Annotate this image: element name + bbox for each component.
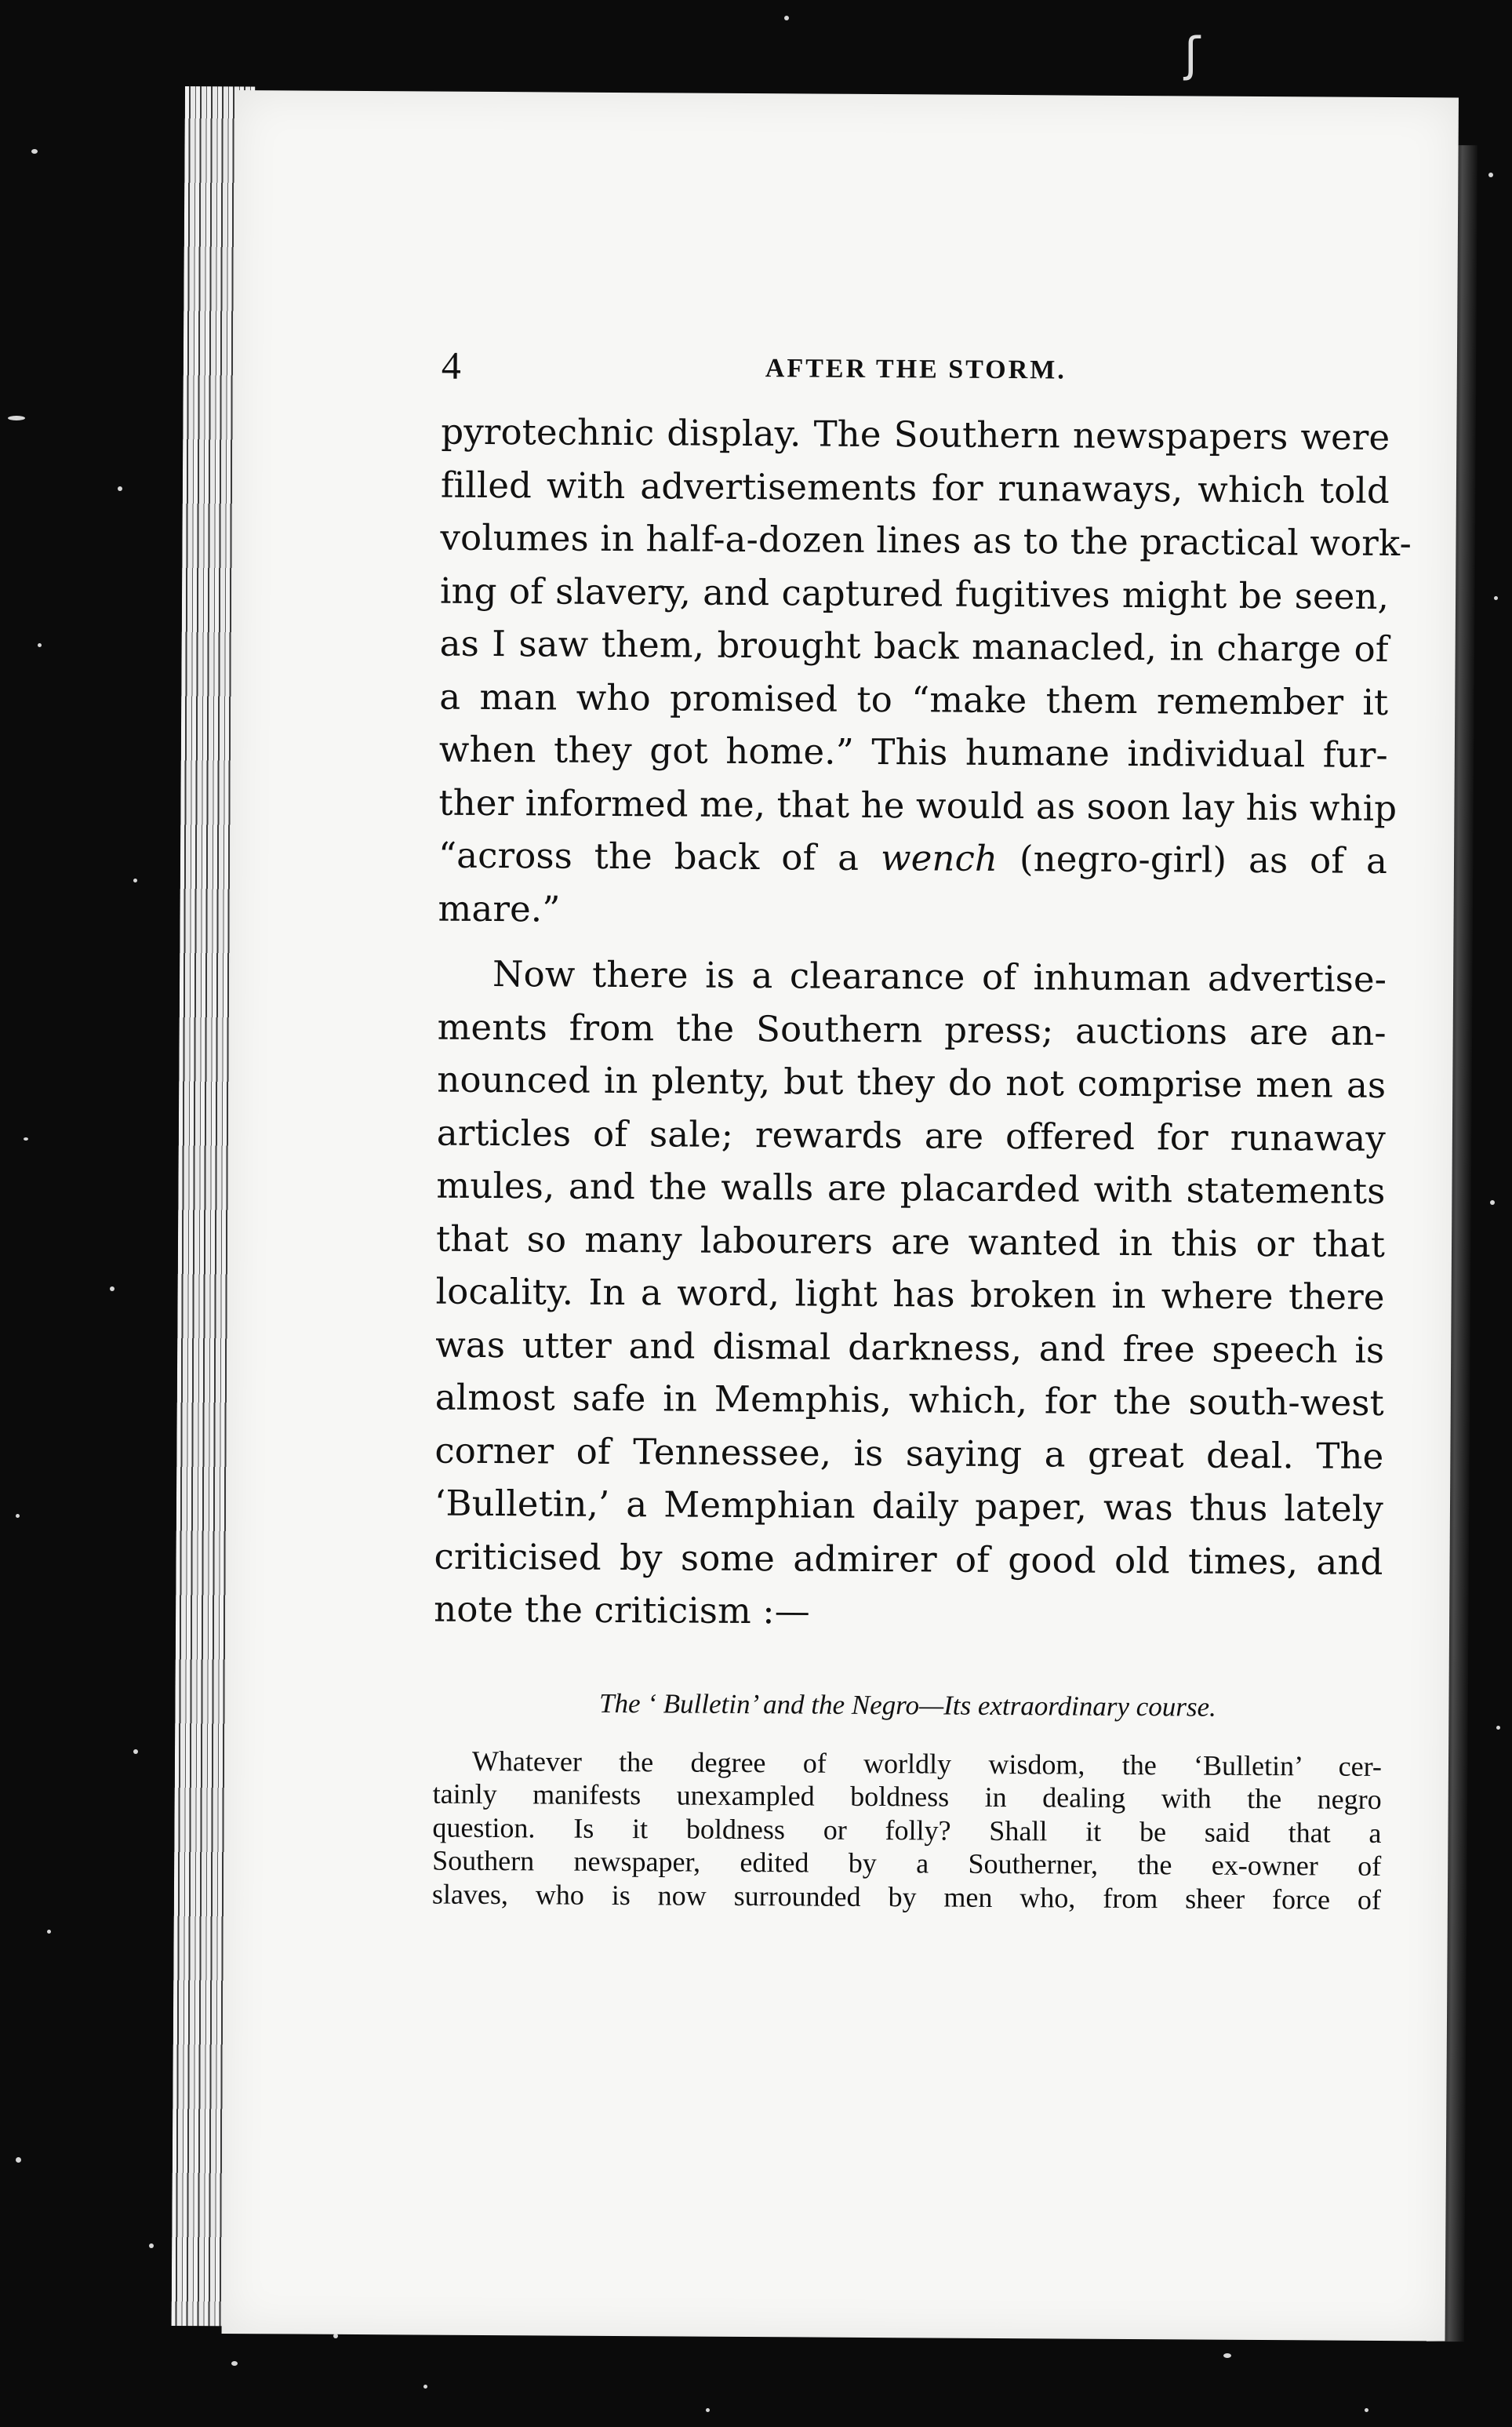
- text-line: Now there is a clearance of inhuman advertise-: [492, 953, 1387, 1000]
- dust-speck: [1494, 596, 1498, 600]
- text-line: pyrotechnic display. The Southern newspapers were: [441, 410, 1390, 459]
- text-line: “across the back of a wench (negro-girl) as of a: [438, 834, 1388, 882]
- italic-word: wench: [880, 837, 998, 879]
- text-line: when they got home.” This humane individual fur-: [438, 728, 1389, 776]
- dust-speck: [16, 1514, 20, 1518]
- dust-speck: [118, 486, 122, 491]
- text-line: volumes in half-a-dozen lines as to the practical work-: [440, 516, 1412, 565]
- text-line: corner of Tennessee, is saying a great deal. The: [434, 1429, 1384, 1477]
- quote-line: question. Is it boldness or folly? Shall it be said that a: [432, 1811, 1382, 1849]
- dust-speck: [1223, 2353, 1231, 2358]
- text-line: ing of slavery, and captured fugitives might be seen,: [439, 569, 1390, 617]
- text-line: that so many labourers are wanted in this or that: [435, 1217, 1386, 1265]
- text-line: articles of sale; rewards are offered for runaway: [436, 1112, 1387, 1159]
- text-line: a man who promised to “make them remember it: [439, 675, 1389, 723]
- dust-speck: [133, 879, 137, 882]
- body-paragraph-2: [434, 948, 1387, 1642]
- text-line: almost safe in Memphis, which, for the south-west: [434, 1376, 1384, 1424]
- quote-line: slaves, who is now surrounded by men who, from sheer force of: [431, 1878, 1382, 1916]
- dust-speck: [333, 2334, 338, 2338]
- text-line: nounced in plenty, but they do not comprise men as: [437, 1058, 1387, 1106]
- book-page: [222, 90, 1459, 2341]
- text-line: as I saw them, brought back manacled, in charge of: [439, 622, 1389, 670]
- quote-line: tainly manifests unexampled boldness in dealing with the negro: [432, 1777, 1382, 1815]
- dust-speck: [31, 149, 38, 154]
- text-line: locality. In a word, light has broken in where there: [435, 1270, 1385, 1318]
- dust-speck: [149, 2243, 154, 2248]
- page-content: [431, 343, 1412, 1916]
- dust-speck: [231, 2361, 238, 2366]
- body-paragraph-1: [438, 406, 1412, 941]
- film-scratch-mark: ʃ: [1184, 27, 1201, 82]
- running-head-title: AFTER THE STORM.: [765, 354, 1067, 385]
- quoted-passage: [432, 1744, 1382, 1916]
- dust-speck: [1365, 2408, 1368, 2412]
- dust-speck: [706, 2408, 710, 2412]
- dust-speck: [784, 16, 789, 20]
- running-head: [442, 343, 1390, 403]
- dust-speck: [1496, 1726, 1500, 1730]
- dust-speck: [8, 416, 25, 420]
- dust-speck: [16, 2157, 21, 2163]
- quote-line: Southern newspaper, edited by a Southerner, the ex-owner of: [432, 1844, 1382, 1882]
- quote-heading: The ‘ Bulletin’ and the Negro—Its extraordinary course.: [598, 1687, 1216, 1723]
- text-line: ‘Bulletin,’ a Memphian daily paper, was thus lately: [434, 1482, 1384, 1530]
- dust-speck: [47, 1930, 51, 1934]
- dust-speck: [1488, 173, 1493, 177]
- text-line: ther informed me, that he would as soon lay his whip: [438, 781, 1398, 829]
- quote-line: Whatever the degree of worldly wisdom, the ‘Bulletin’ cer-: [471, 1745, 1383, 1782]
- dust-speck: [1490, 1200, 1495, 1205]
- dust-speck: [423, 2385, 427, 2389]
- text-line: mare.”: [438, 887, 561, 930]
- text-line: mules, and the walls are placarded with statements: [436, 1164, 1386, 1212]
- text-line: was utter and dismal darkness, and free speech is: [435, 1323, 1385, 1371]
- dust-speck: [110, 1286, 114, 1291]
- page-number: 4: [441, 343, 462, 388]
- text-line: filled with advertisements for runaways, which told: [440, 464, 1390, 511]
- text-line: criticised by some admirer of good old times, and: [434, 1535, 1383, 1583]
- text-line: ments from the Southern press; auctions are an-: [437, 1006, 1387, 1053]
- text-line: note the criticism :—: [434, 1588, 810, 1632]
- dust-speck: [24, 1137, 28, 1141]
- dust-speck: [38, 643, 42, 647]
- dust-speck: [133, 1749, 138, 1754]
